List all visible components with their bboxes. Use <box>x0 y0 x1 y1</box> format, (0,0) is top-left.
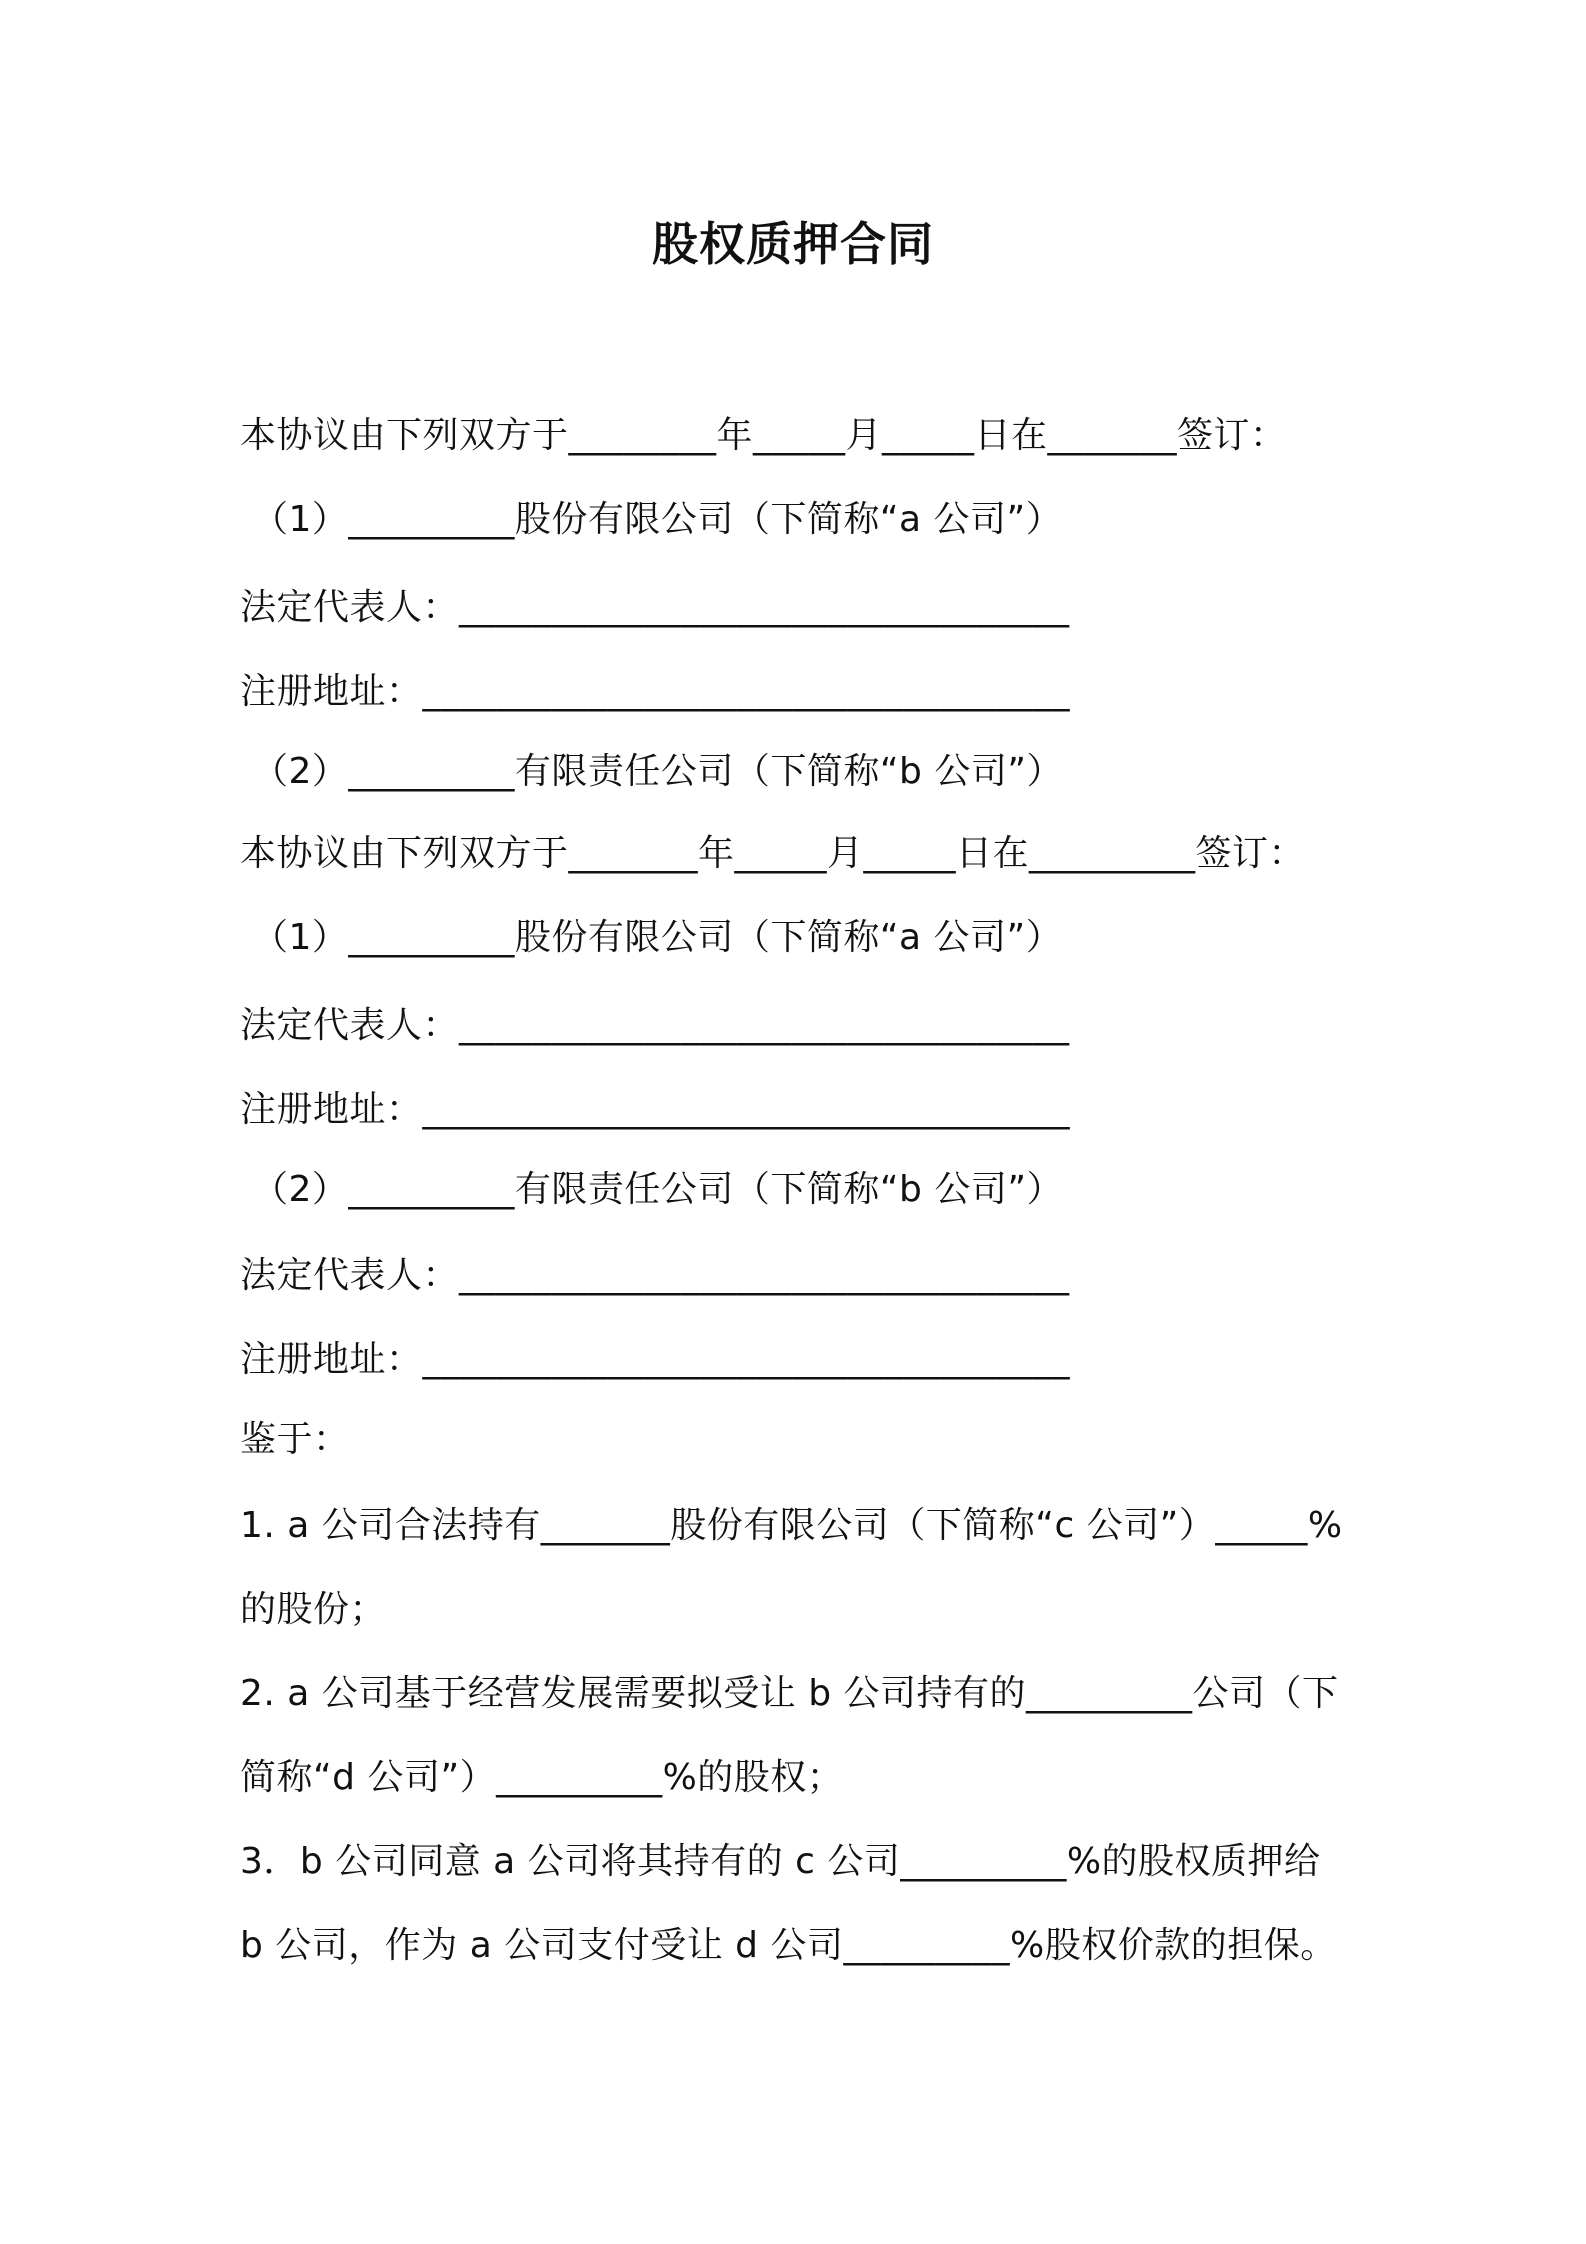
whereas-item-3-continued: b 公司，作为 a 公司支付受让 d 公司_________%股权价款的担保。 <box>240 1925 1337 1966</box>
intro-signing-line-repeat: 本协议由下列双方于_______年_____月_____日在_________签订： <box>240 833 1306 874</box>
whereas-item-2: 2. a 公司基于经营发展需要拟受让 b 公司持有的_________公司（下 <box>240 1673 1339 1714</box>
whereas-item-1-continued: 的股份； <box>240 1589 387 1630</box>
whereas-item-2-continued: 简称“d 公司”）_________%的股权； <box>240 1757 844 1798</box>
party-a-name-line: （1）_________股份有限公司（下简称“a 公司”） <box>252 499 1063 540</box>
party-b-legal-representative-line: 法定代表人：_________________________________ <box>240 1255 1070 1296</box>
intro-signing-line: 本协议由下列双方于________年_____月_____日在_______签订： <box>240 415 1287 456</box>
whereas-heading: 鉴于： <box>240 1419 350 1460</box>
whereas-item-1: 1. a 公司合法持有_______股份有限公司（下简称“c 公司”）_____% <box>240 1505 1343 1546</box>
party-a-address-line: 注册地址：___________________________________ <box>240 671 1071 712</box>
whereas-item-3: 3．b 公司同意 a 公司将其持有的 c 公司_________%的股权质押给 <box>240 1841 1321 1882</box>
party-b-name-line: （2）_________有限责任公司（下简称“b 公司”） <box>252 751 1064 792</box>
party-b-name-line-repeat: （2）_________有限责任公司（下简称“b 公司”） <box>252 1169 1064 1210</box>
party-a-legal-representative-line: 法定代表人：_________________________________ <box>240 587 1070 628</box>
document-title: 股权质押合同 <box>652 217 934 271</box>
party-a-address-line-repeat: 注册地址：___________________________________ <box>240 1089 1071 1130</box>
party-a-legal-representative-line-repeat: 法定代表人：_________________________________ <box>240 1005 1070 1046</box>
party-a-name-line-repeat: （1）_________股份有限公司（下简称“a 公司”） <box>252 917 1063 958</box>
party-b-address-line: 注册地址：___________________________________ <box>240 1339 1071 1380</box>
